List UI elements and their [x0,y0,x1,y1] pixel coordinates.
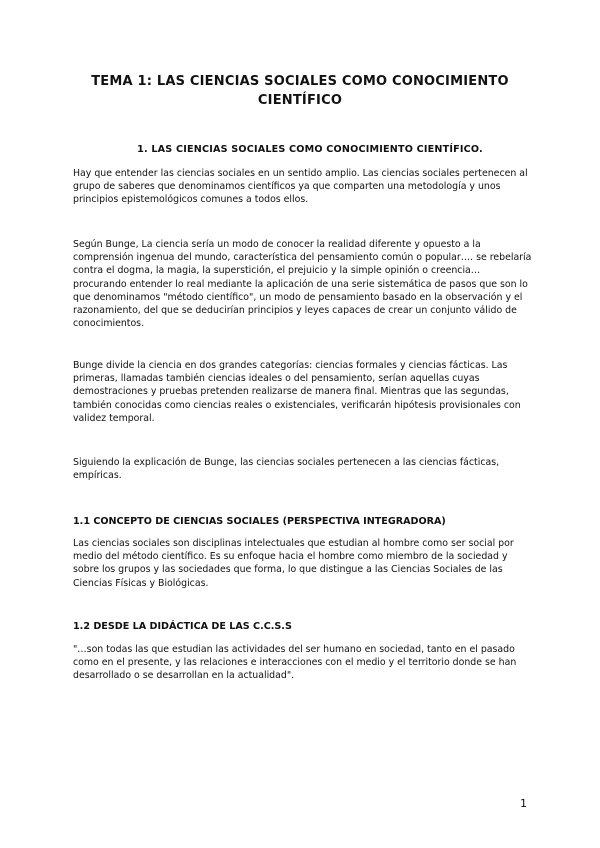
section-1-heading: 1. LAS CIENCIAS SOCIALES COMO CONOCIMIENTO CIENTÍFICO. [137,144,483,155]
section-1-2-text: "…son todas las que estudian las actividades del ser humano en sociedad, tanto en el pasado como en el presente, y las relaciones e interacciones con el medio y el territorio donde se han desarrollado o se desarrollan en la actualidad". [73,644,517,682]
title-line-1: TEMA 1: LAS CIENCIAS SOCIALES COMO CONOCIMIENTO [91,74,509,89]
paragraph-intro: Hay que entender las ciencias sociales en un sentido amplio. Las ciencias sociales pertenecen al grupo de saberes que denominamos científicos ya que comparten una metodología y unos principios epistemológicos comunes a todos ellos. [73,168,528,206]
page-number: 1 [520,797,527,810]
paragraph-bunge-conclusion: Siguiendo la explicación de Bunge, las ciencias sociales pertenecen a las ciencias fácticas, empíricas. [73,457,500,482]
title-line-2: CIENTÍFICO [257,93,343,108]
section-1-2-heading: 1.2 DESDE LA DIDÁCTICA DE LAS C.C.S.S [73,621,292,632]
section-1-1-text: Las ciencias sociales son disciplinas intelectuales que estudian al hombre como ser social por medio del método científico. Es su enfoque hacia el hombre como miembro de la sociedad y sobre los grupos y las sociedades que forma, lo que distingue a las Ciencias Sociales de las Ciencias Físicas y Biológicas. [73,538,514,589]
section-1-1-heading: 1.1 CONCEPTO DE CIENCIAS SOCIALES (PERSPECTIVA INTEGRADORA) [73,516,446,527]
paragraph-bunge-definition: Según Bunge, La ciencia sería un modo de conocer la realidad diferente y opuesto a la comprensión ingenua del mundo, característica del pensamiento común o popular…. se rebelaría contra el dogma, la magia, la superstición, el prejuicio y la simple opinión o creencia… procurando entender lo real mediante la aplicación de una serie sistemática de pasos que son lo que denominamos "método científico", un modo de pensamiento basado en la observación y el razonamiento, del que se deducirían principios y leyes capaces de crear un conjunto válido de conocimientos. [73,239,532,330]
document-title [80,72,520,110]
paragraph-bunge-categories: Bunge divide la ciencia en dos grandes categorías: ciencias formales y ciencias fácticas. Las primeras, llamadas también ciencias ideales o del pensamiento, serían aquellas cuyas demostraciones y pruebas pretenden realizarse de manera final. Mientras que las segundas, también conocidas como ciencias reales o existenciales, verificarán hipótesis provisionales con validez temporal. [73,360,521,424]
